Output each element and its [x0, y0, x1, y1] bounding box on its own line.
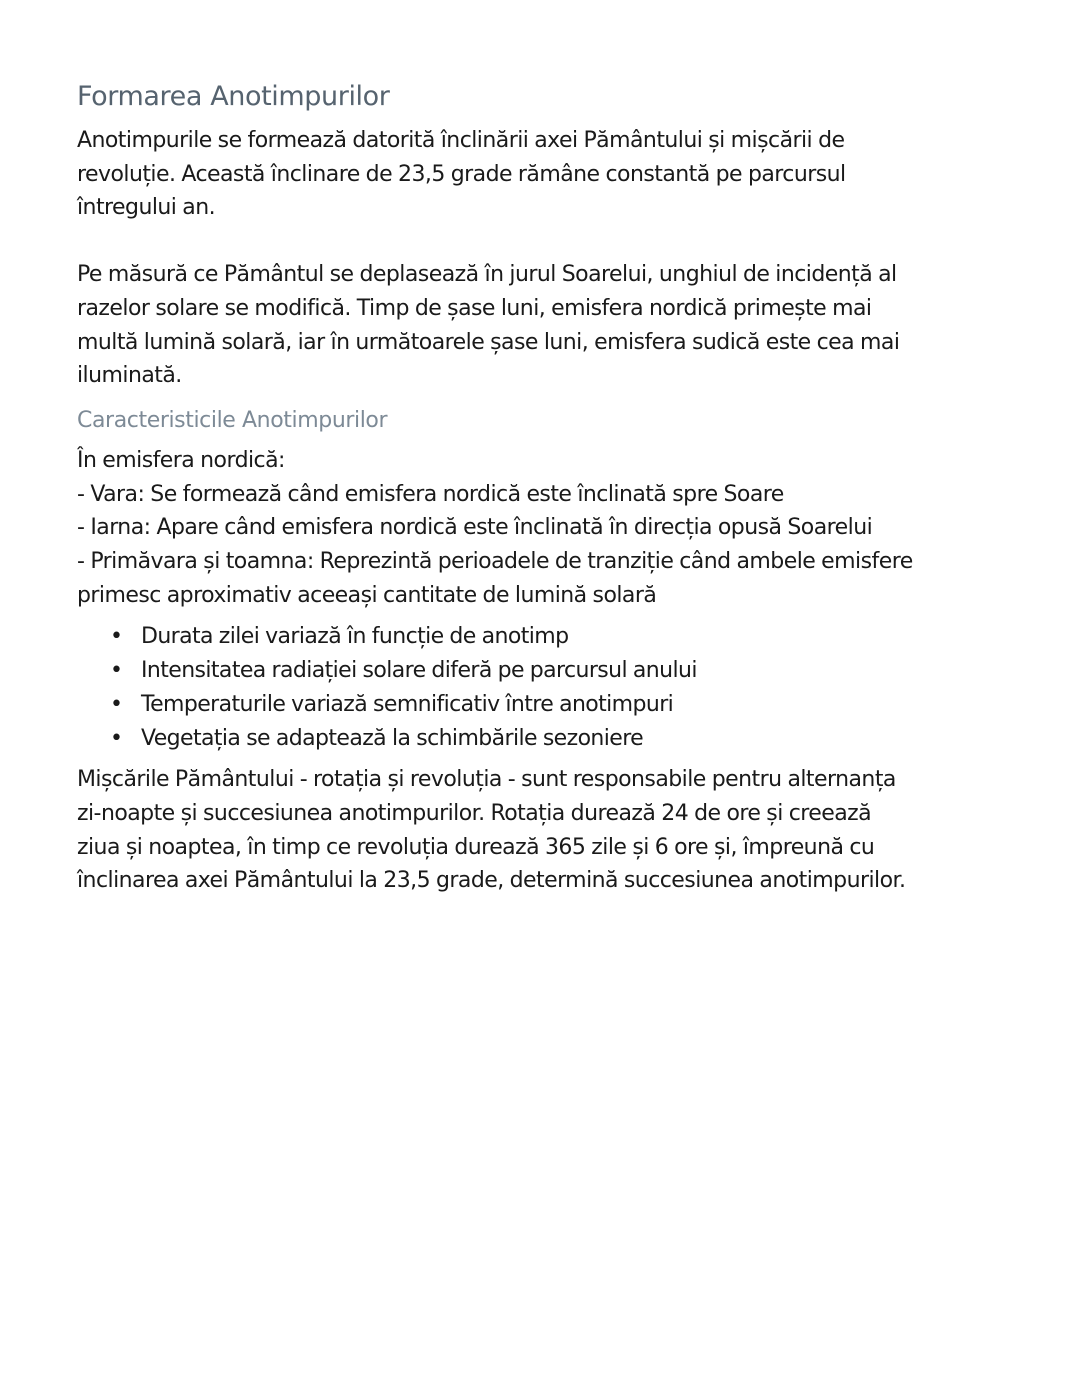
text-line: zi-noapte și succesiunea anotimpurilor. Rotația durează 24 de ore și creează — [77, 800, 872, 826]
list-item — [110, 722, 1012, 756]
list-item-text: Durata zilei variază în funcție de anotimp — [141, 624, 569, 650]
bullet-list — [77, 620, 1012, 755]
list-item — [110, 688, 1012, 722]
list-item-text: Vegetația se adaptează la schimbările sezoniere — [141, 725, 644, 751]
paragraph-sun-incidence — [77, 258, 1012, 393]
bullet-icon: • — [110, 624, 123, 650]
text-line: iluminată. — [77, 363, 182, 389]
list-item-text: Temperaturile variază semnificativ între anotimpuri — [141, 691, 674, 717]
text-line: primesc aproximativ aceeași cantitate de lumină solară — [77, 582, 657, 608]
paragraph-earth-movements — [77, 763, 1012, 898]
section-heading-formation: Formarea Anotimpurilor — [77, 81, 390, 112]
list-item — [110, 654, 1012, 688]
paragraph-spacer — [77, 225, 1012, 258]
text-line: razelor solare se modifică. Timp de șase luni, emisfera nordică primește mai — [77, 295, 872, 321]
text-line: În emisfera nordică: — [77, 447, 285, 473]
text-line-winter: - Iarna: Apare când emisfera nordică este înclinată în direcția opusă Soarelui — [77, 515, 873, 541]
text-line: multă lumină solară, iar în următoarele șase luni, emisfera sudică este cea mai — [77, 329, 900, 355]
bullet-icon: • — [110, 725, 123, 751]
text-line-summer: - Vara: Se formează când emisfera nordică este înclinată spre Soare — [77, 481, 784, 507]
text-line: Pe măsură ce Pământul se deplasează în jurul Soarelui, unghiul de incidență al — [77, 262, 897, 288]
text-line: întregului an. — [77, 195, 216, 221]
text-line: înclinarea axei Pământului la 23,5 grade, determină succesiunea anotimpurilor. — [77, 868, 906, 894]
paragraph-northern-hemisphere — [77, 444, 1012, 613]
text-line: revoluție. Această înclinare de 23,5 grade rămâne constantă pe parcursul — [77, 161, 846, 187]
text-line: Anotimpurile se formează datorită înclinării axei Pământului și mișcării de — [77, 128, 845, 153]
paragraph-axis-tilt — [77, 124, 1012, 225]
list-item-text: Intensitatea radiației solare diferă pe parcursul anului — [141, 658, 697, 684]
bullet-icon: • — [110, 691, 123, 717]
list-item — [110, 620, 1012, 654]
text-line: Mișcările Pământului - rotația și revoluția - sunt responsabile pentru alternanța — [77, 767, 896, 793]
text-line: ziua și noaptea, în timp ce revoluția durează 365 zile și 6 ore și, împreună cu — [77, 834, 875, 860]
text-line-spring-autumn: - Primăvara și toamna: Reprezintă perioadele de tranziție când ambele emisfere — [77, 549, 913, 575]
document-page — [77, 78, 1012, 898]
bullet-icon: • — [110, 658, 123, 684]
section-heading-characteristics: Caracteristicile Anotimpurilor — [77, 407, 388, 433]
